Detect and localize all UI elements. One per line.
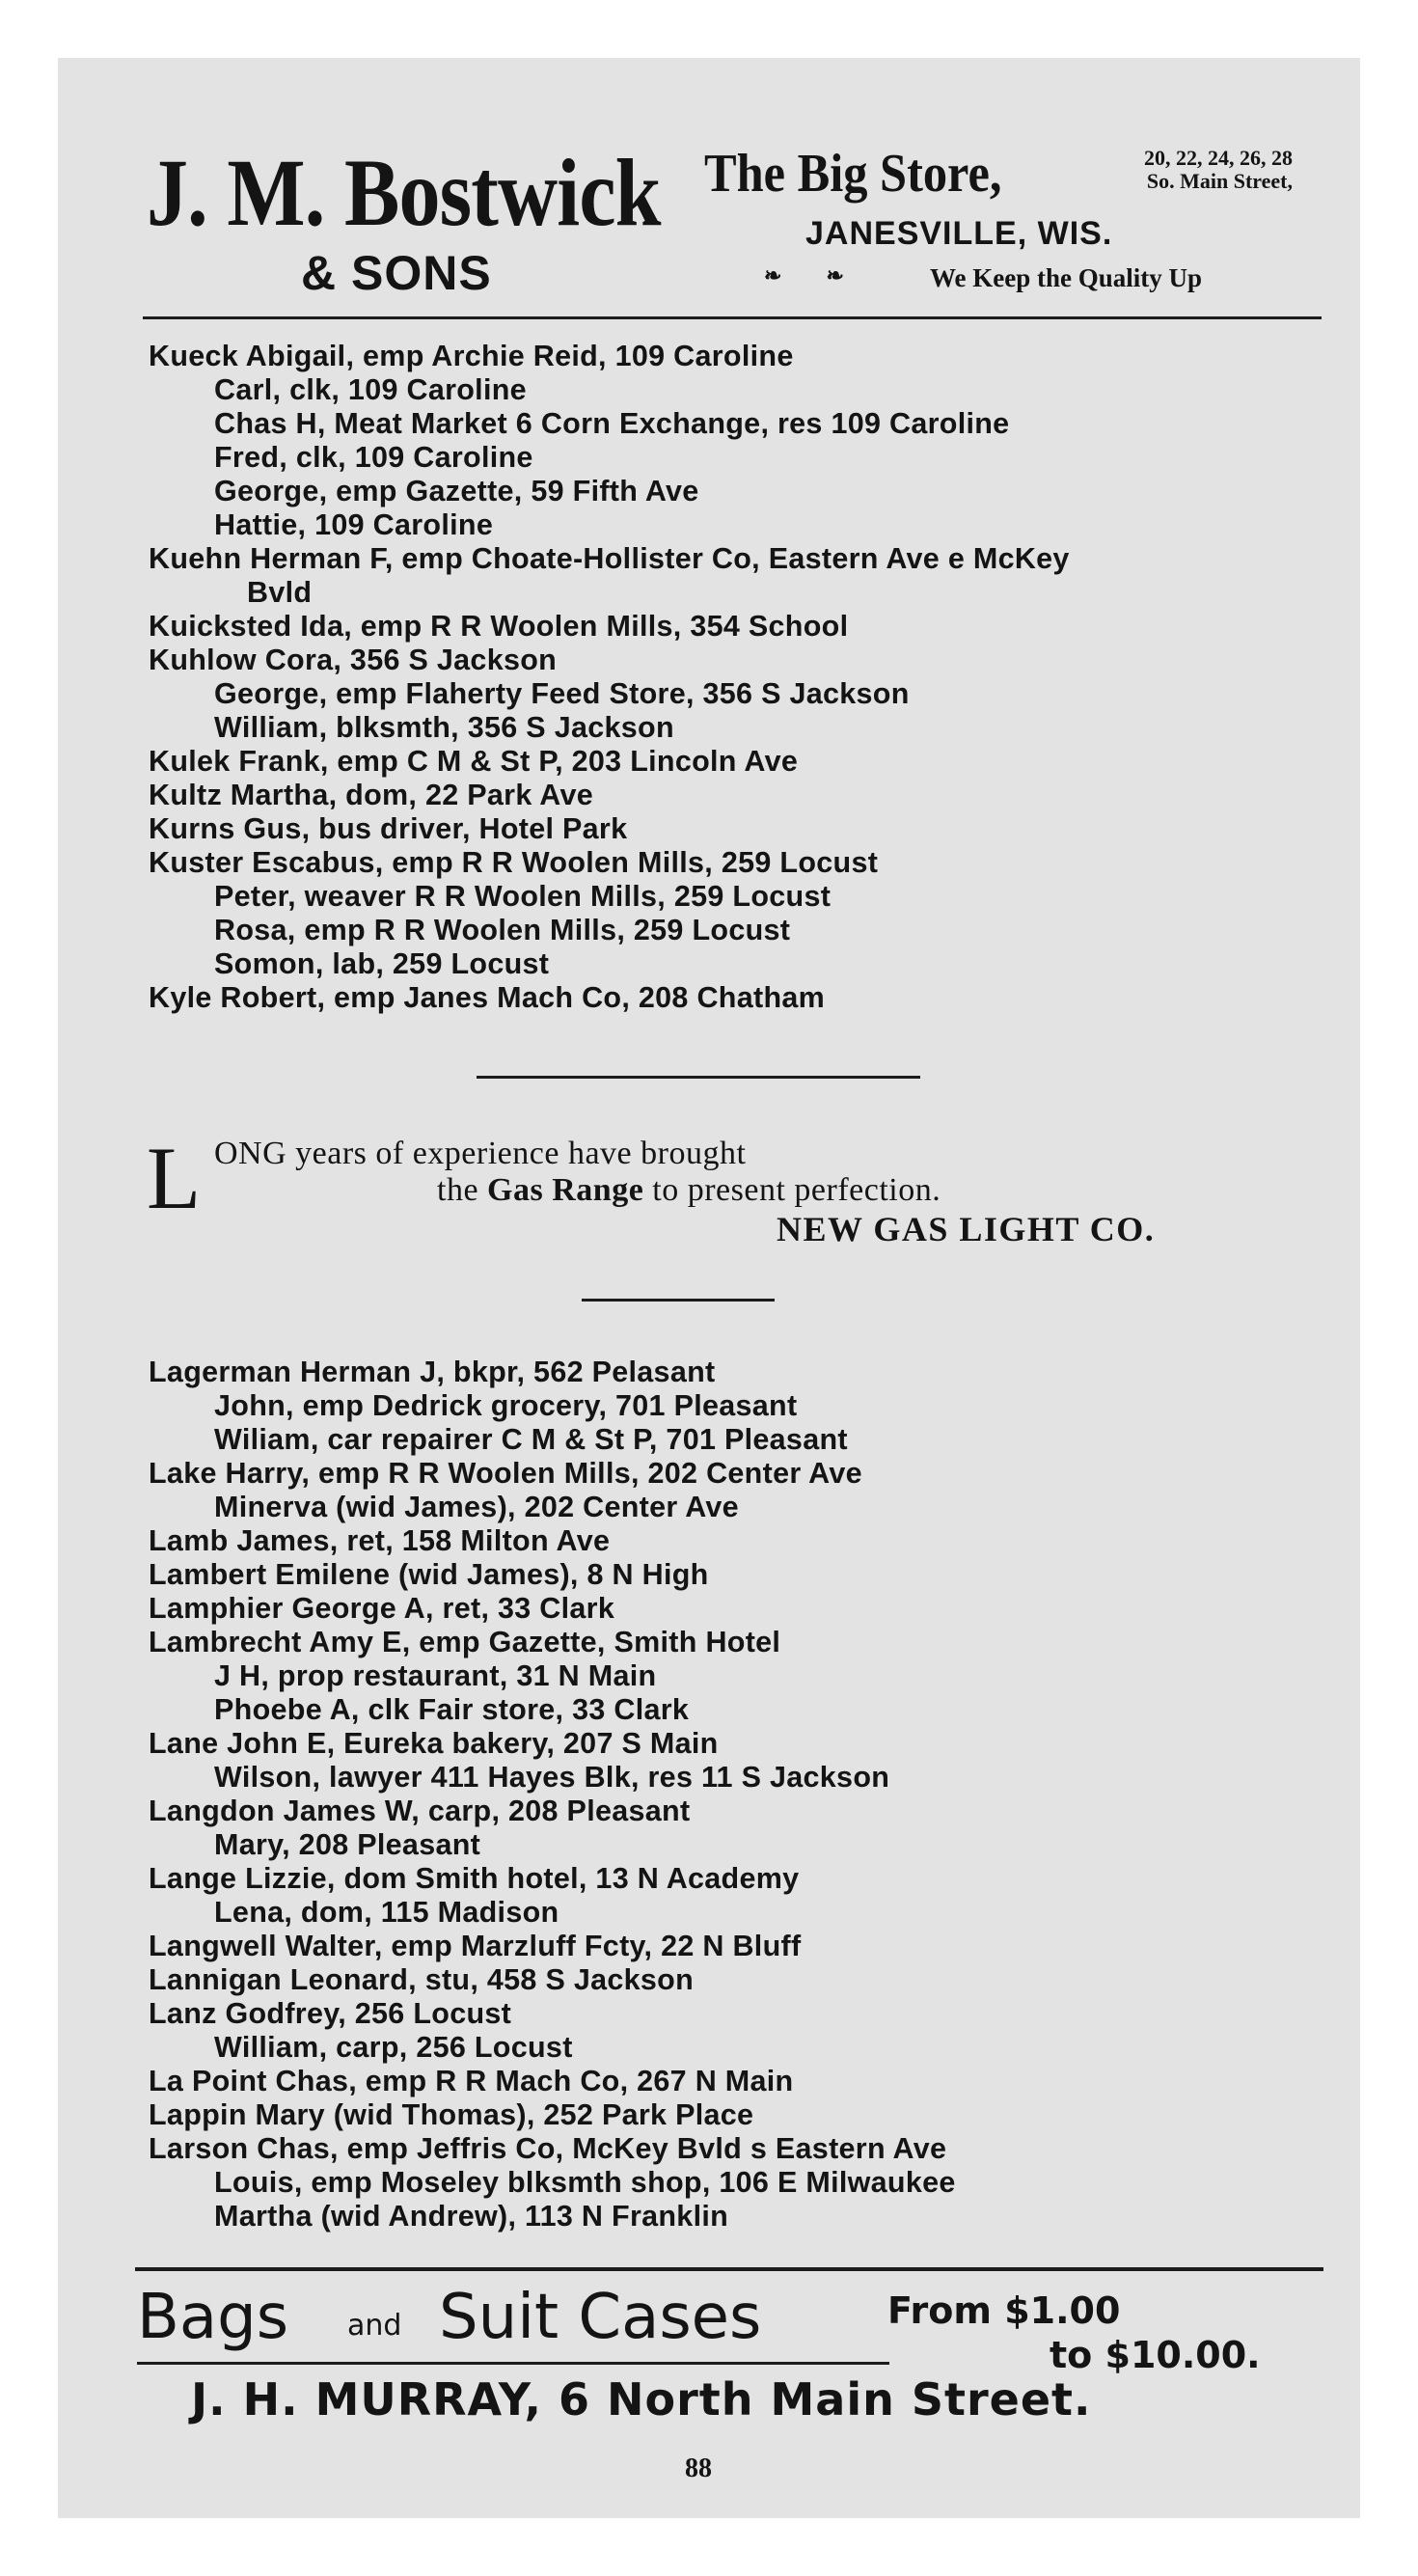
gas-light-advertisement — [58, 1124, 1360, 1298]
directory-entry: Peter, weaver R R Woolen Mills, 259 Locust — [214, 880, 832, 913]
directory-entry: Lane John E, Eureka bakery, 207 S Main — [149, 1727, 719, 1760]
directory-entry: Langdon James W, carp, 208 Pleasant — [149, 1795, 691, 1827]
bostwick-sons: & SONS — [301, 246, 492, 300]
directory-entry: Lena, dom, 115 Madison — [214, 1896, 559, 1929]
directory-entry: Lappin Mary (wid Thomas), 252 Park Place — [149, 2098, 754, 2131]
gas-company-name: NEW GAS LIGHT CO. — [777, 1210, 1156, 1248]
bags-underline — [137, 2362, 889, 2365]
directory-entry: Lange Lizzie, dom Smith hotel, 13 N Academy — [149, 1862, 800, 1895]
store-city: JANESVILLE, WIS. — [805, 215, 1113, 252]
big-store-title: The Big Store, — [704, 144, 1002, 204]
drop-cap: L — [147, 1129, 202, 1227]
directory-entry: Chas H, Meat Market 6 Corn Exchange, res 109 Caroline — [214, 407, 1010, 440]
directory-entry: Rosa, emp R R Woolen Mills, 259 Locust — [214, 914, 791, 946]
directory-entry: George, emp Gazette, 59 Fifth Ave — [214, 475, 699, 507]
directory-entry: Lambrecht Amy E, emp Gazette, Smith Hotel — [149, 1626, 781, 1658]
directory-entry: Phoebe A, clk Fair store, 33 Clark — [214, 1693, 690, 1726]
directory-entry: Kuster Escabus, emp R R Woolen Mills, 259 Locust — [149, 846, 879, 879]
directory-entry: Lambert Emilene (wid James), 8 N High — [149, 1558, 709, 1591]
directory-entry: John, emp Dedrick grocery, 701 Pleasant — [214, 1389, 798, 1422]
directory-entry: Kuicksted Ida, emp R R Woolen Mills, 354 School — [149, 610, 849, 643]
header-rule — [143, 316, 1322, 319]
page-number: 88 — [685, 2453, 712, 2483]
directory-entry: Wiliam, car repairer C M & St P, 701 Pleasant — [214, 1423, 848, 1456]
directory-entry: Kuehn Herman F, emp Choate-Hollister Co, Eastern Ave e McKey — [149, 542, 1070, 575]
directory-entry: Bvld — [247, 576, 313, 609]
and-word: and — [347, 2309, 402, 2343]
directory-entry: Lanz Godfrey, 256 Locust — [149, 1997, 512, 2030]
gas-ad-line-1: ONG years of experience have brought — [214, 1136, 747, 1171]
directory-entry: George, emp Flaherty Feed Store, 356 S Jackson — [214, 677, 910, 710]
directory-entry: Mary, 208 Pleasant — [214, 1828, 481, 1861]
store-address — [1030, 147, 1293, 193]
directory-entry: Lamb James, ret, 158 Milton Ave — [149, 1524, 611, 1557]
price-to: to $10.00. — [1050, 2334, 1261, 2376]
bostwick-name: J. M. Bostwick — [147, 139, 661, 246]
section-divider — [582, 1299, 775, 1302]
directory-entry: Hattie, 109 Caroline — [214, 508, 494, 541]
address-street: So. Main Street, — [1146, 169, 1293, 193]
gas-range-highlight: Gas Range — [487, 1172, 644, 1208]
directory-entry: Minerva (wid James), 202 Center Ave — [214, 1491, 739, 1523]
store-slogan: We Keep the Quality Up — [930, 263, 1202, 292]
suit-cases-word: Suit Cases — [439, 2282, 762, 2353]
directory-entry: La Point Chas, emp R R Mach Co, 267 N Main — [149, 2065, 794, 2097]
directory-page — [58, 58, 1360, 2518]
gas-ad-line-2 — [437, 1174, 941, 1207]
section-divider — [477, 1076, 920, 1079]
directory-entry: Lagerman Herman J, bkpr, 562 Pelasant — [149, 1356, 716, 1388]
bags-top-rule — [135, 2267, 1323, 2271]
directory-entry: Kyle Robert, emp Janes Mach Co, 208 Chatham — [149, 981, 826, 1014]
directory-entry: Larson Chas, emp Jeffris Co, McKey Bvld s Eastern Ave — [149, 2132, 947, 2165]
directory-entry: Lake Harry, emp R R Woolen Mills, 202 Center Ave — [149, 1457, 862, 1490]
directory-entry: Kuhlow Cora, 356 S Jackson — [149, 644, 558, 676]
directory-entry: Carl, clk, 109 Caroline — [214, 373, 527, 406]
directory-entry: Louis, emp Moseley blksmth shop, 106 E Milwaukee — [214, 2166, 956, 2199]
directory-section-k — [149, 340, 1345, 1015]
directory-entry: Lamphier George A, ret, 33 Clark — [149, 1592, 615, 1625]
directory-entry: J H, prop restaurant, 31 N Main — [214, 1659, 657, 1692]
directory-entry: Martha (wid Andrew), 113 N Franklin — [214, 2200, 729, 2233]
gas-ad-line-2-pre: the — [437, 1172, 488, 1208]
directory-entry: Kulek Frank, emp C M & St P, 203 Lincoln Ave — [149, 745, 799, 778]
bags-word: Bags — [137, 2282, 289, 2353]
murray-address: J. H. MURRAY, 6 North Main Street. — [191, 2373, 1092, 2425]
address-numbers: 20, 22, 24, 26, 28 — [1144, 146, 1293, 170]
directory-entry: Wilson, lawyer 411 Hayes Blk, res 11 S Jackson — [214, 1761, 890, 1794]
directory-entry: Kurns Gus, bus driver, Hotel Park — [149, 812, 628, 845]
directory-entry: William, blksmth, 356 S Jackson — [214, 711, 674, 744]
bostwick-advertisement — [58, 58, 1360, 318]
directory-entry: Langwell Walter, emp Marzluff Fcty, 22 N Bluff — [149, 1930, 802, 1962]
directory-entry: Somon, lab, 259 Locust — [214, 947, 550, 980]
directory-section-l — [149, 1356, 1345, 2233]
directory-entry: William, carp, 256 Locust — [214, 2031, 573, 2064]
ornament-icon: ❧ ❧ — [764, 263, 863, 288]
directory-entry: Lannigan Leonard, stu, 458 S Jackson — [149, 1963, 695, 1996]
gas-ad-line-2-post: to present perfection. — [643, 1172, 941, 1208]
directory-entry: Kultz Martha, dom, 22 Park Ave — [149, 779, 593, 811]
price-from: From $1.00 — [887, 2289, 1121, 2332]
murray-advertisement — [58, 2277, 1360, 2431]
directory-entry: Kueck Abigail, emp Archie Reid, 109 Caroline — [149, 340, 794, 372]
directory-entry: Fred, clk, 109 Caroline — [214, 441, 533, 474]
